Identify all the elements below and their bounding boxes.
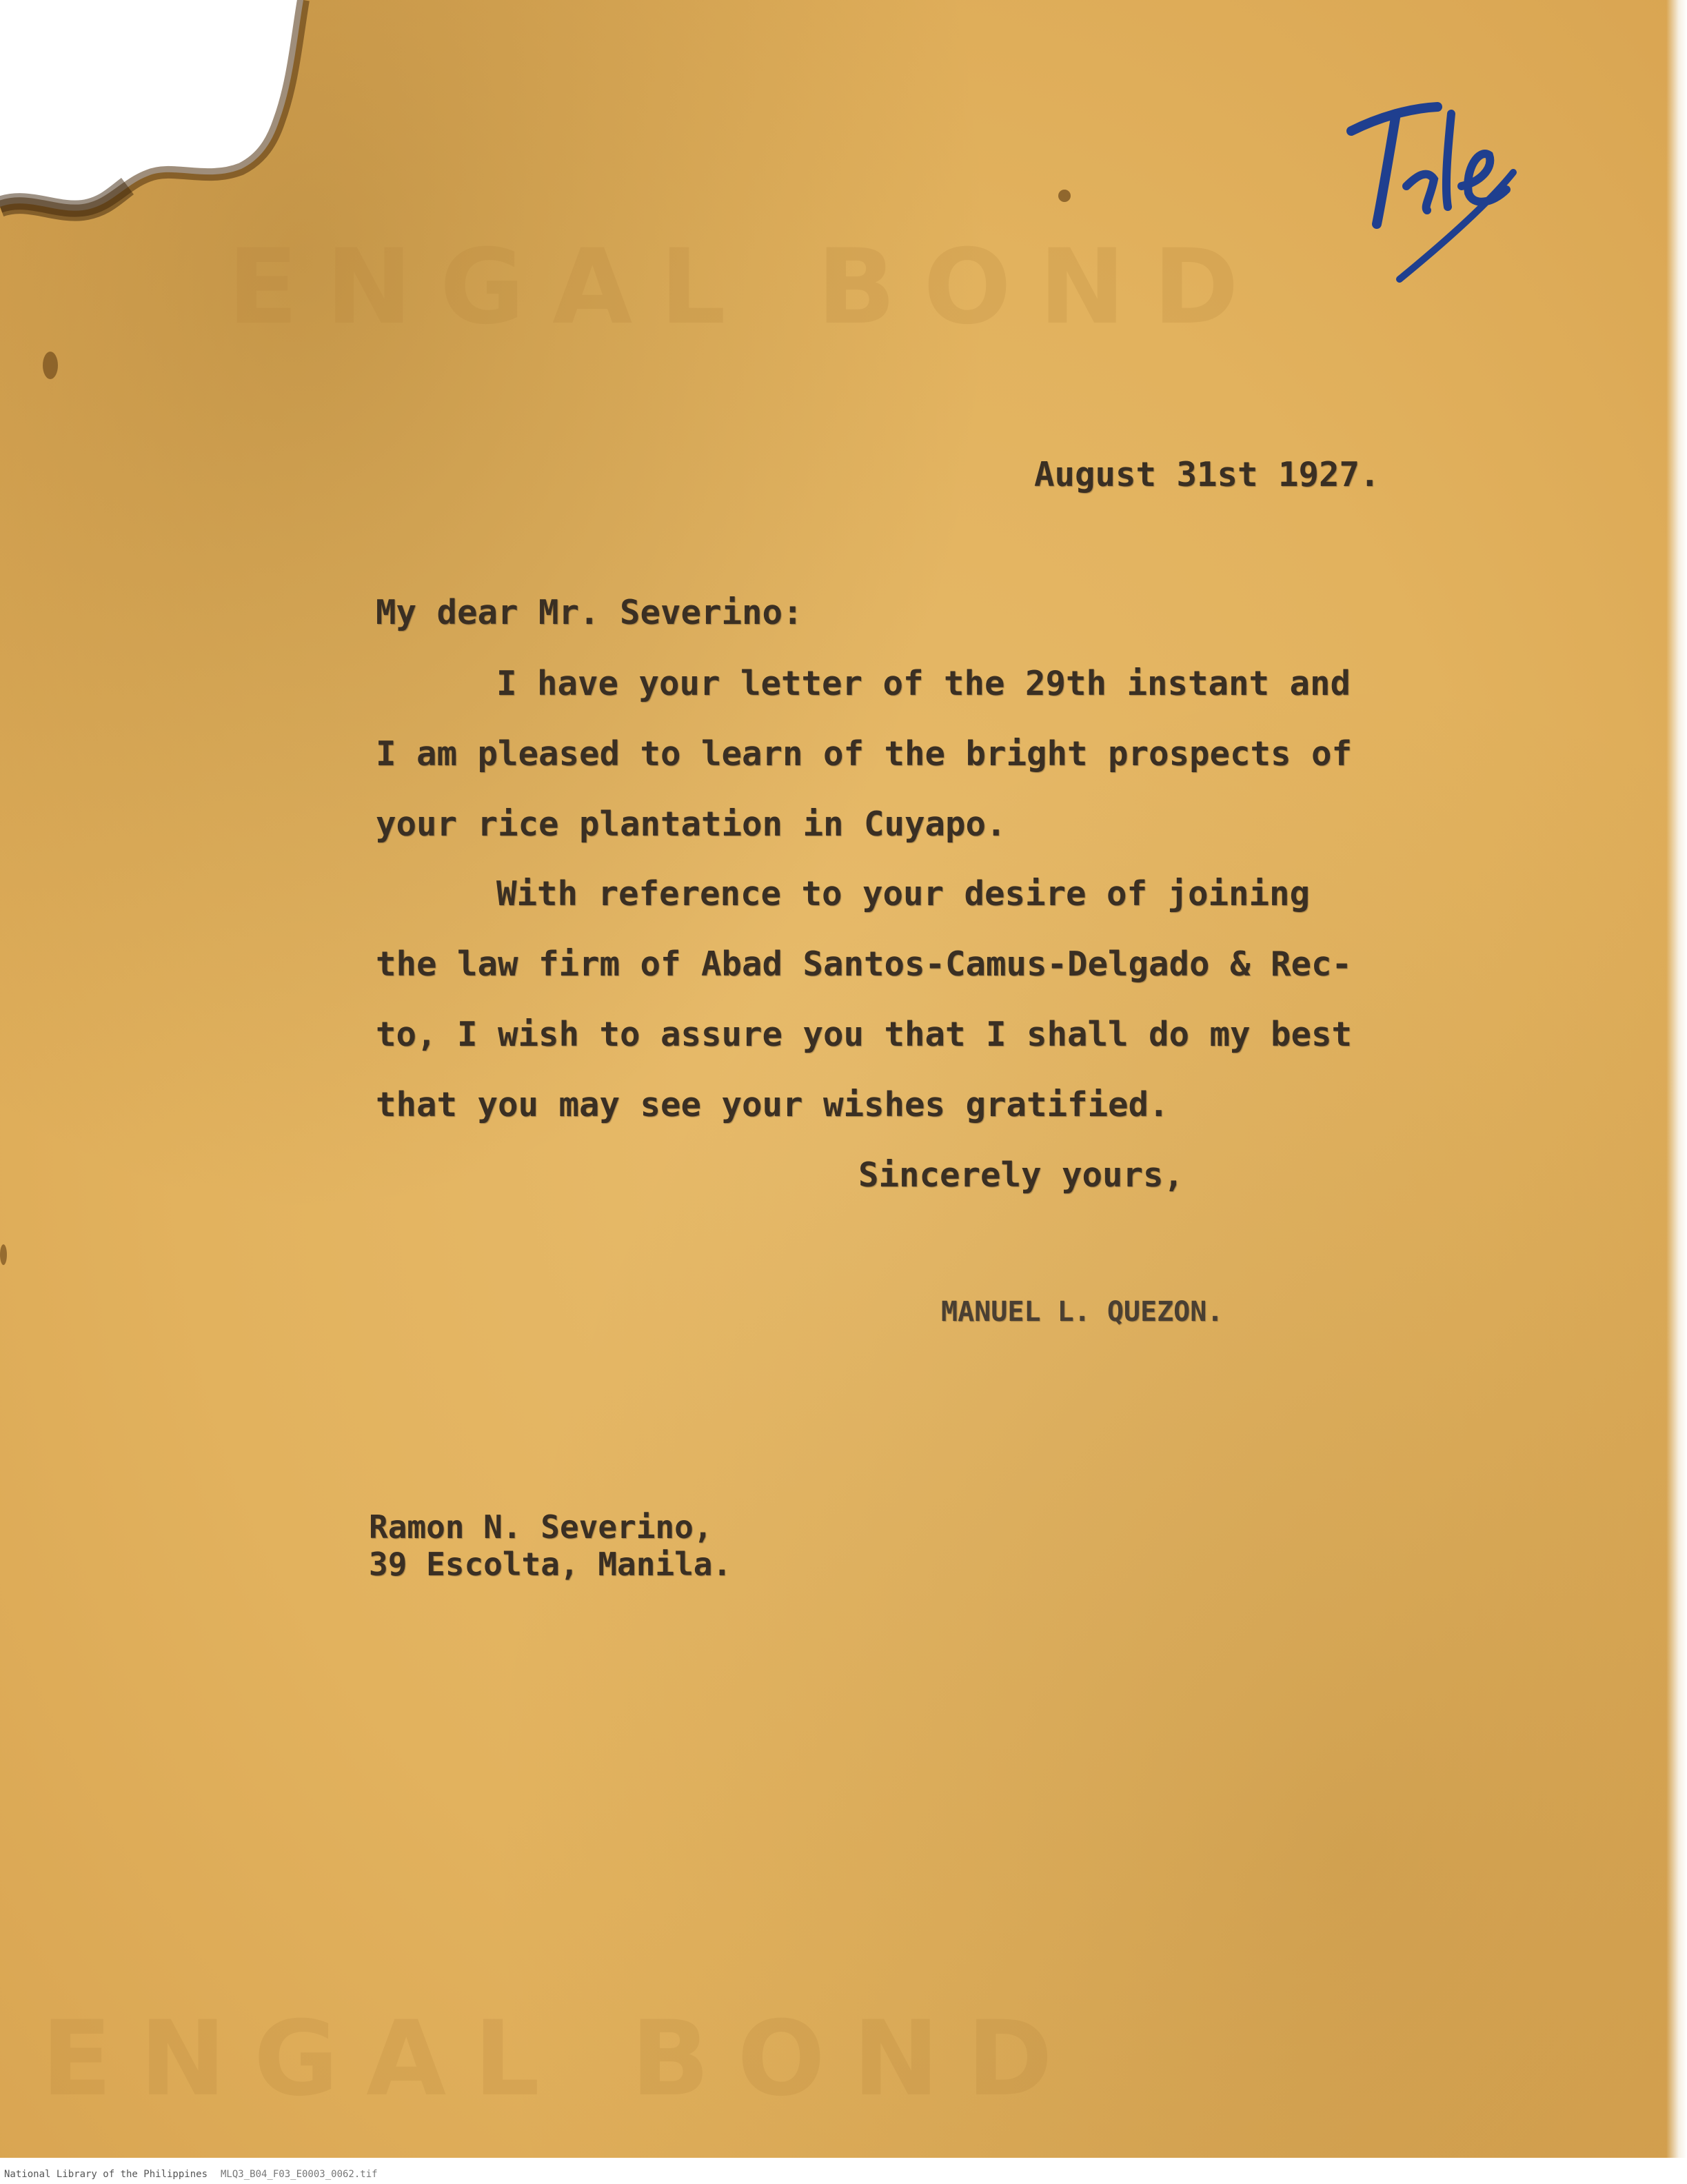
stain-mark [1058,190,1071,202]
stain-mark [43,352,58,379]
paragraph-line: your rice plantation in Cuyapo. [376,805,1007,844]
letter-closing: Sincerely yours, [858,1155,1184,1195]
letter-signature: MANUEL L. QUEZON. [941,1296,1224,1328]
recipient-address: 39 Escolta, Manila. [369,1546,732,1583]
recipient-name: Ramon N. Severino, [369,1508,713,1546]
archive-footer [0,2158,1687,2184]
file-code: MLQ3_B04_F03_E0003_0062.tif [221,2169,378,2180]
archive-label: National Library of the Philippines [4,2169,208,2180]
watermark-bottom: ENGAL BOND [41,1999,1080,2119]
handwritten-file-note [1313,65,1541,300]
letter-date: August 31st 1927. [1034,455,1380,494]
paragraph-line: I am pleased to learn of the bright prospects of [376,734,1353,774]
paper-edge [1666,0,1687,2158]
paragraph-line: that you may see your wishes gratified. [376,1085,1169,1124]
letter-salutation: My dear Mr. Severino: [376,593,803,632]
paragraph-line: With reference to your desire of joining [496,874,1311,913]
torn-corner [0,0,324,234]
paragraph-line: I have your letter of the 29th instant and [496,664,1351,703]
watermark-top: ENGAL BOND [228,228,1266,347]
paragraph-line: to, I wish to assure you that I shall do my best [376,1015,1353,1054]
paragraph-line: the law firm of Abad Santos-Camus-Delgado & Rec- [376,944,1353,984]
stain-mark [0,1244,7,1265]
